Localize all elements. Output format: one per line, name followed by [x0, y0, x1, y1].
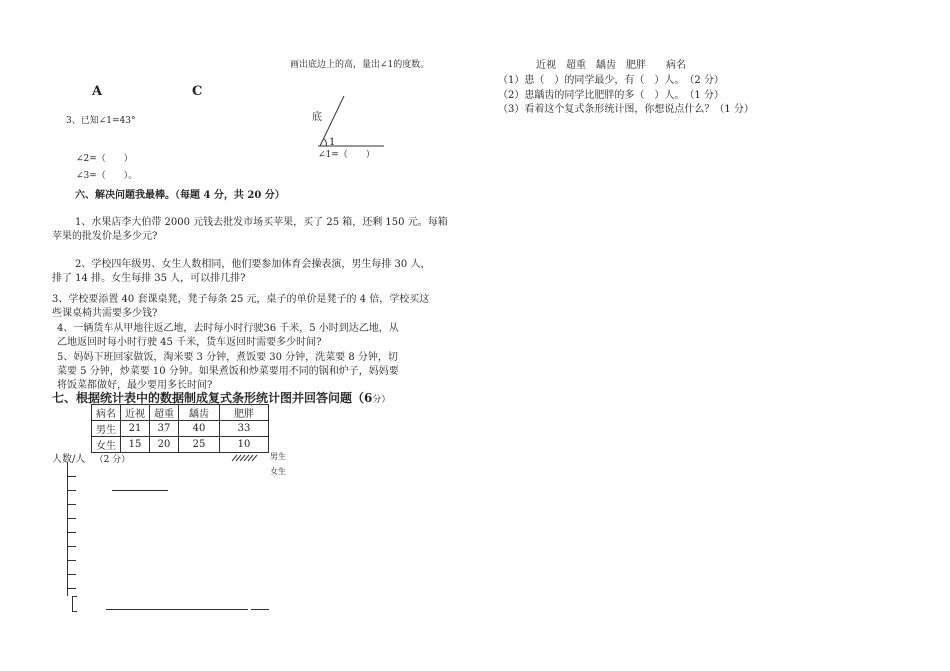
problem-5-line-2: 菜要 5 分钟，炒菜要 10 分钟。如果煮饭和炒菜要用不同的锅和炉子，妈妈要	[57, 366, 399, 377]
section-6-title: 六、解决问题我最棒。（每题 4 分，共 20 分）	[75, 190, 285, 201]
table-header-cell: 近视	[121, 405, 150, 421]
table-cell: 33	[220, 421, 269, 437]
table-cell: 10	[220, 437, 269, 453]
problem-2-line-1: 2、学校四年级男、女生人数相同，他们要参加体育会操表演，男生每排 30 人，	[75, 259, 431, 270]
chart-tick	[68, 490, 76, 491]
chart-tick	[68, 574, 76, 575]
problem-5-line-1: 5、妈妈下班回家做饭，淘米要 3 分钟，煮饭要 30 分钟，洗菜要 8 分钟，切	[57, 352, 398, 363]
section-7-points: 分）	[372, 395, 391, 405]
chart-tick	[68, 504, 76, 505]
right-question-1: （1）患（ ）的同学最少，有（ ）人。 （2 分）	[498, 75, 724, 86]
chart-blank-line	[112, 490, 168, 491]
table-cell: 21	[121, 421, 150, 437]
table-cell: 20	[150, 437, 179, 453]
problem-4-line-1: 4、一辆货车从甲地往返乙地，去时每小时行驶36 千米，5 小时到达乙地，从	[57, 323, 399, 334]
problem-4-line-2: 乙地返回时每小时行驶 45 千米，货车返回时需要多少时间?	[57, 337, 322, 348]
legend-boy-label: 男生	[270, 452, 286, 461]
chart-tick	[68, 588, 76, 589]
angle-2-answer: ∠2=（ ）	[76, 154, 133, 164]
angle-one-label: 1	[329, 137, 336, 148]
table-cell: 15	[121, 437, 150, 453]
chart-x-axis-end	[251, 609, 269, 610]
table-cell: 37	[150, 421, 179, 437]
chart-tick	[68, 476, 76, 477]
chart-tick	[68, 560, 76, 561]
right-question-2: （2）患龋齿的同学比肥胖的多（ ）人。 （1 分）	[498, 90, 724, 101]
table-cell: 25	[179, 437, 220, 453]
angle-one-answer: ∠1=（ ）	[318, 150, 375, 160]
problem-5-line-3: 将饭菜都做好，最少要用多长时间?	[57, 380, 213, 391]
chart-tick	[68, 532, 76, 533]
angle-base-label: 底	[312, 112, 322, 123]
angle-arc	[324, 139, 326, 146]
problem-1-line-1: 1、水果店李大伯带 2000 元钱去批发市场买苹果，买了 25 箱，还剩 150 元。每箱	[75, 217, 448, 228]
table-header-cell: 超重	[150, 405, 179, 421]
chart-y-axis	[67, 462, 68, 596]
problem-3-line-2: 些课桌椅共需要多少钱?	[52, 308, 158, 319]
chart-y-label-text: 人数/人	[52, 454, 86, 465]
problem-1-line-2: 苹果的批发价是多少元?	[52, 231, 158, 242]
right-question-3: （3）看着这个复式条形统计图，你想说点什么？（1 分）	[498, 104, 754, 115]
vertex-label-c: C	[192, 84, 203, 99]
section-7-title-text: 七、根据统计表中的数据制成复式条形统计图并回答问题（6	[52, 391, 373, 405]
table-cell: 男生	[92, 421, 121, 437]
table-cell: 女生	[92, 437, 121, 453]
legend-boy-swatch	[230, 454, 260, 462]
chart-origin-bracket	[72, 596, 77, 612]
table-header-row	[92, 405, 269, 421]
table-cell: 40	[179, 421, 220, 437]
chart-x-categories: 近视 超重 龋齿 肥胖 病名	[536, 60, 686, 71]
table-header-cell: 龋齿	[179, 405, 220, 421]
problem-3-line-1: 3、学校要添置 40 套课桌凳，凳子每条 25 元，桌子的单价是凳子的 4 倍，学校买这	[52, 294, 430, 305]
angle-3-answer: ∠3=（ ）。	[76, 171, 138, 181]
chart-tick	[68, 546, 76, 547]
chart-y-axis-label	[52, 450, 130, 465]
chart-x-axis	[106, 609, 248, 610]
table-header-cell: 病名	[92, 405, 121, 421]
table-row	[92, 421, 269, 437]
statistics-table	[91, 404, 269, 453]
draw-height-instruction: 画出底边上的高，量出∠1的度数。	[290, 60, 430, 70]
chart-tick	[68, 518, 76, 519]
problem-2-line-2: 排了 14 排。女生每排 35 人，可以排几排?	[52, 273, 246, 284]
chart-points: （2 分）	[94, 455, 131, 465]
table-header-cell: 肥胖	[220, 405, 269, 421]
vertex-label-a: A	[92, 84, 103, 99]
legend-girl-label: 女生	[270, 467, 286, 476]
question-3-text: 3、已知∠1=43°	[66, 116, 136, 126]
